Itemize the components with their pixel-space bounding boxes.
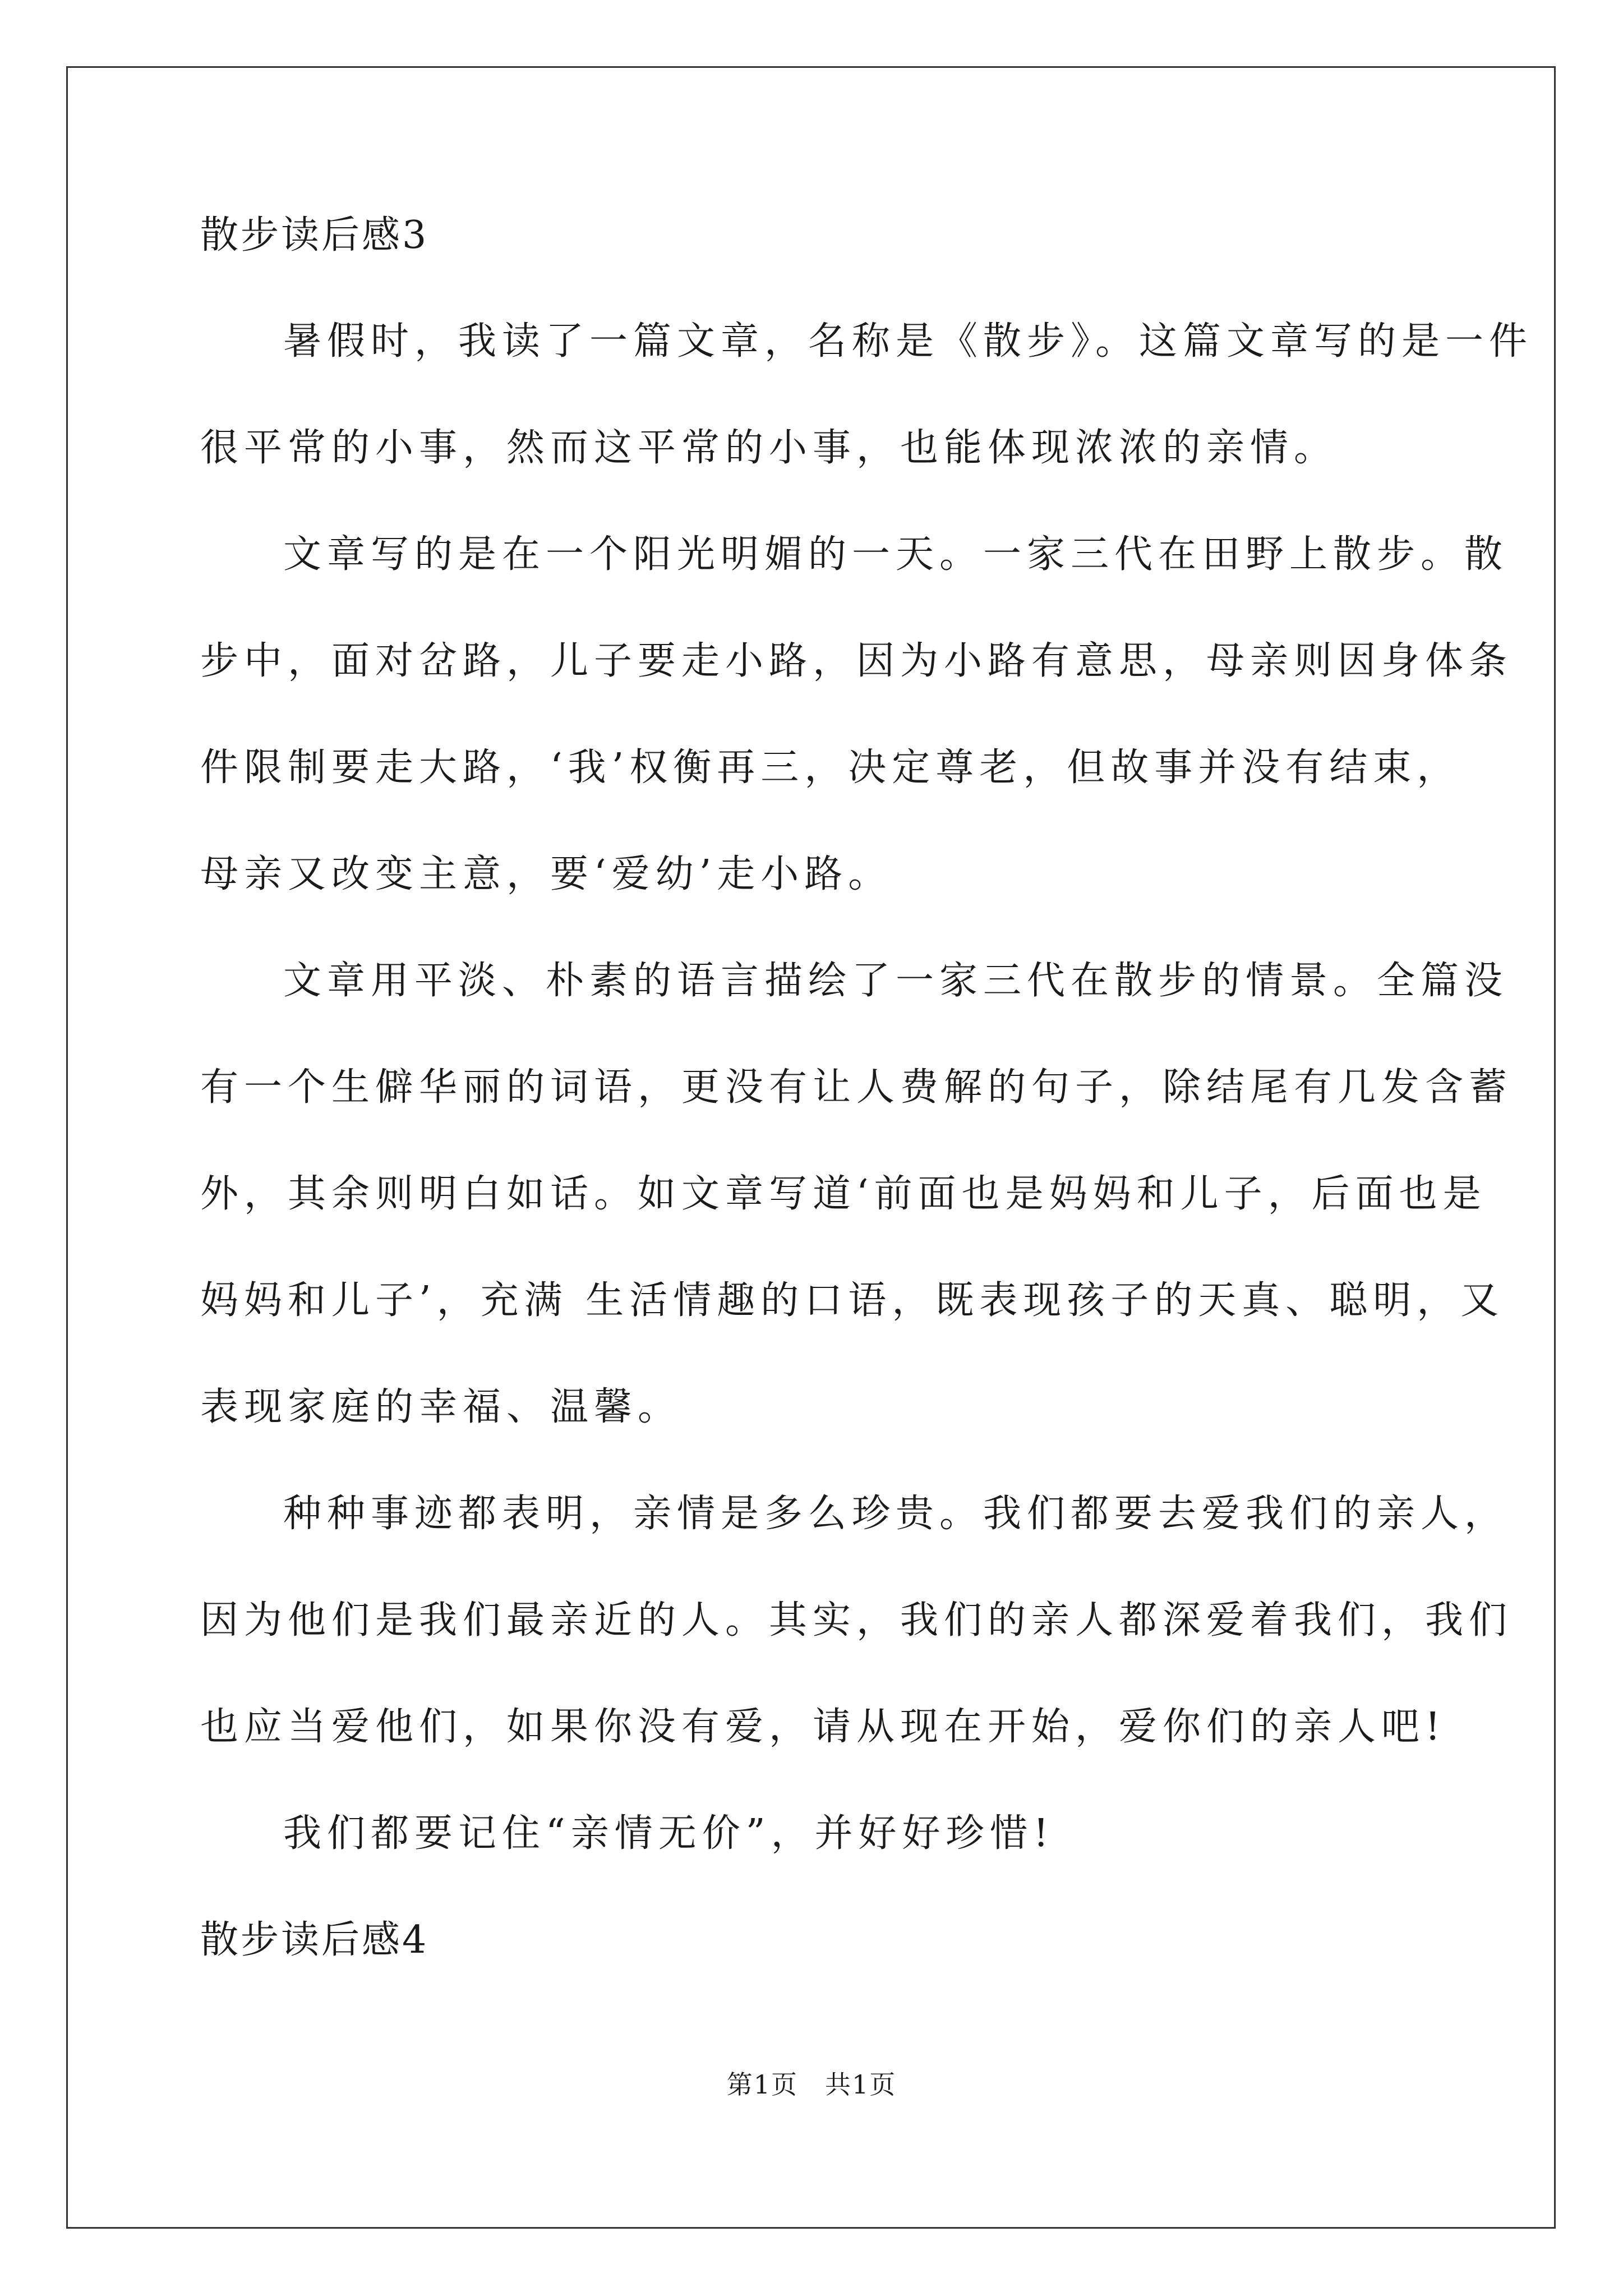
paragraph-line: 母亲又改变主意，要‘爱幼’走小路。 — [200, 852, 892, 896]
page-footer: 第1页 共1页 — [726, 2069, 897, 2100]
document-body — [200, 209, 1533, 1967]
paragraph-line: 外，其余则明白如话。如文章写道‘前面也是妈妈和儿子，后面也是 — [200, 1172, 1487, 1216]
paragraph-line: 妈妈和儿子’，充满 生活情趣的口语，既表现孩子的天真、聪明，又 — [200, 1278, 1505, 1323]
paragraph-line: 因为他们是我们最亲近的人。其实，我们的亲人都深爱着我们，我们 — [200, 1598, 1513, 1642]
paragraph-line: 有一个生僻华丽的词语，更没有让人费解的句子，除结尾有几发含蓄 — [200, 1065, 1513, 1110]
paragraph-line: 种种事迹都表明，亲情是多么珍贵。我们都要去爱我们的亲人， — [283, 1492, 1509, 1536]
section-heading: 散步读后感4 — [200, 1918, 429, 1962]
paragraph-line: 我们都要记住“亲情无价”，并好好珍惜! — [283, 1811, 1054, 1856]
paragraph-line: 也应当爱他们，如果你没有爱，请从现在开始，爱你们的亲人吧! — [200, 1705, 1446, 1749]
paragraph-line: 很平常的小事，然而这平常的小事，也能体现浓浓的亲情。 — [200, 426, 1338, 470]
section-heading: 散步读后感3 — [200, 213, 429, 257]
paragraph-line: 件限制要走大路，‘我’权衡再三，决定尊老，但故事并没有结束， — [200, 746, 1461, 790]
paragraph-line: 表现家庭的幸福、温馨。 — [200, 1385, 682, 1429]
paragraph-line: 暑假时，我读了一篇文章，名称是《散步》。这篇文章写的是一件 — [283, 319, 1533, 364]
paragraph-line: 文章用平淡、朴素的语言描绘了一家三代在散步的情景。全篇没 — [283, 959, 1509, 1003]
paragraph-line: 步中，面对岔路，儿子要走小路，因为小路有意思，母亲则因身体条 — [200, 639, 1513, 683]
paragraph-line: 文章写的是在一个阳光明媚的一天。一家三代在田野上散步。散 — [283, 532, 1509, 577]
